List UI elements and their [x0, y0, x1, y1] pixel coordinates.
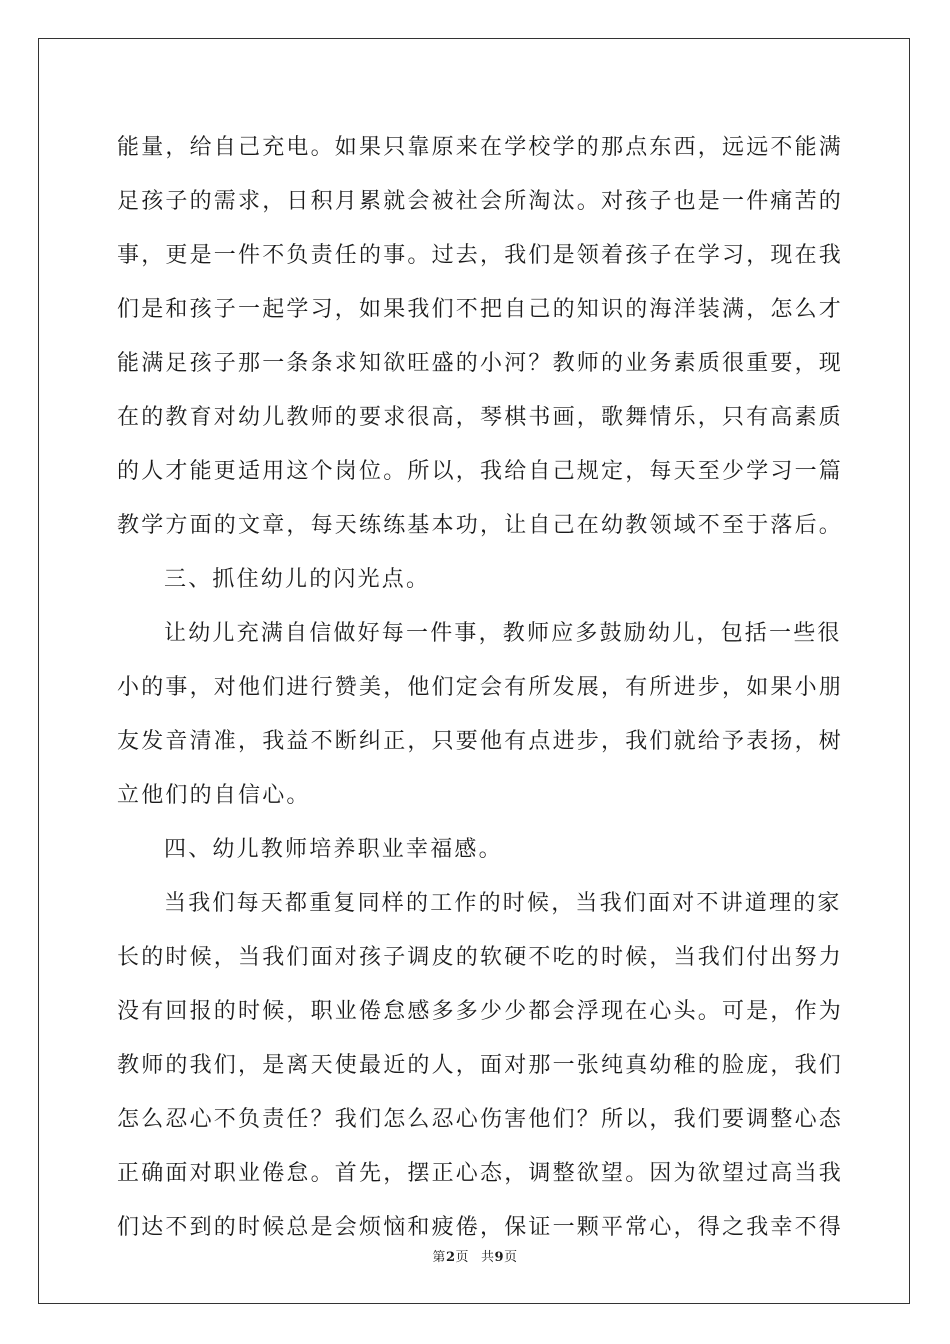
- paragraph-line: 让幼儿充满自信做好每一件事，教师应多鼓励幼儿，包括一些很: [164, 621, 842, 646]
- total-label-prefix: 共: [481, 1250, 495, 1265]
- paragraph-line: 正确面对职业倦怠。首先，摆正心态，调整欲望。因为欲望过高当我: [117, 1161, 844, 1186]
- page-label-prefix: 第: [432, 1250, 446, 1265]
- paragraph-line: 在的教育对幼儿教师的要求很高，琴棋书画，歌舞情乐，只有高素质: [117, 405, 844, 430]
- paragraph-line: 友发音清准，我益不断纠正，只要他有点进步，我们就给予表扬，树: [117, 729, 844, 754]
- page-number: 2: [445, 1250, 456, 1265]
- paragraph-line: 长的时候，当我们面对孩子调皮的软硬不吃的时候，当我们付出努力: [117, 945, 844, 970]
- section-heading: 三、抓住幼儿的闪光点。: [164, 567, 431, 592]
- section-heading: 四、幼儿教师培养职业幸福感。: [164, 837, 503, 862]
- document-body: [117, 126, 844, 1260]
- paragraph-line: 们是和孩子一起学习，如果我们不把自己的知识的海洋装满，怎么才: [117, 297, 844, 322]
- paragraph-line: 的人才能更适用这个岗位。所以，我给自己规定，每天至少学习一篇: [117, 459, 844, 484]
- paragraph-line: 教师的我们，是离天使最近的人，面对那一张纯真幼稚的脸庞，我们: [117, 1053, 844, 1078]
- total-label-suffix: 页: [504, 1250, 518, 1265]
- paragraph-line: 立他们的自信心。: [117, 783, 311, 808]
- total-pages: 9: [494, 1250, 505, 1265]
- paragraph-line: 没有回报的时候，职业倦怠感多多少少都会浮现在心头。可是，作为: [117, 999, 844, 1024]
- paragraph-line: 小的事，对他们进行赞美，他们定会有所发展，有所进步，如果小朋: [117, 675, 844, 700]
- paragraph-line: 教学方面的文章，每天练练基本功，让自己在幼教领域不至于落后。: [117, 513, 844, 538]
- page-label-suffix: 页: [455, 1250, 469, 1265]
- page-footer: [0, 1246, 950, 1265]
- paragraph-line: 当我们每天都重复同样的工作的时候，当我们面对不讲道理的家: [164, 891, 842, 916]
- paragraph-line: 能量，给自己充电。如果只靠原来在学校学的那点东西，远远不能满: [117, 135, 844, 160]
- paragraph-line: 能满足孩子那一条条求知欲旺盛的小河？教师的业务素质很重要，现: [117, 351, 844, 376]
- paragraph-line: 足孩子的需求，日积月累就会被社会所淘汰。对孩子也是一件痛苦的: [117, 189, 844, 214]
- paragraph-line: 们达不到的时候总是会烦恼和疲倦，保证一颗平常心，得之我幸不得: [117, 1215, 844, 1240]
- paragraph-line: 事，更是一件不负责任的事。过去，我们是领着孩子在学习，现在我: [117, 243, 844, 268]
- paragraph-line: 怎么忍心不负责任？我们怎么忍心伤害他们？所以，我们要调整心态: [117, 1107, 844, 1132]
